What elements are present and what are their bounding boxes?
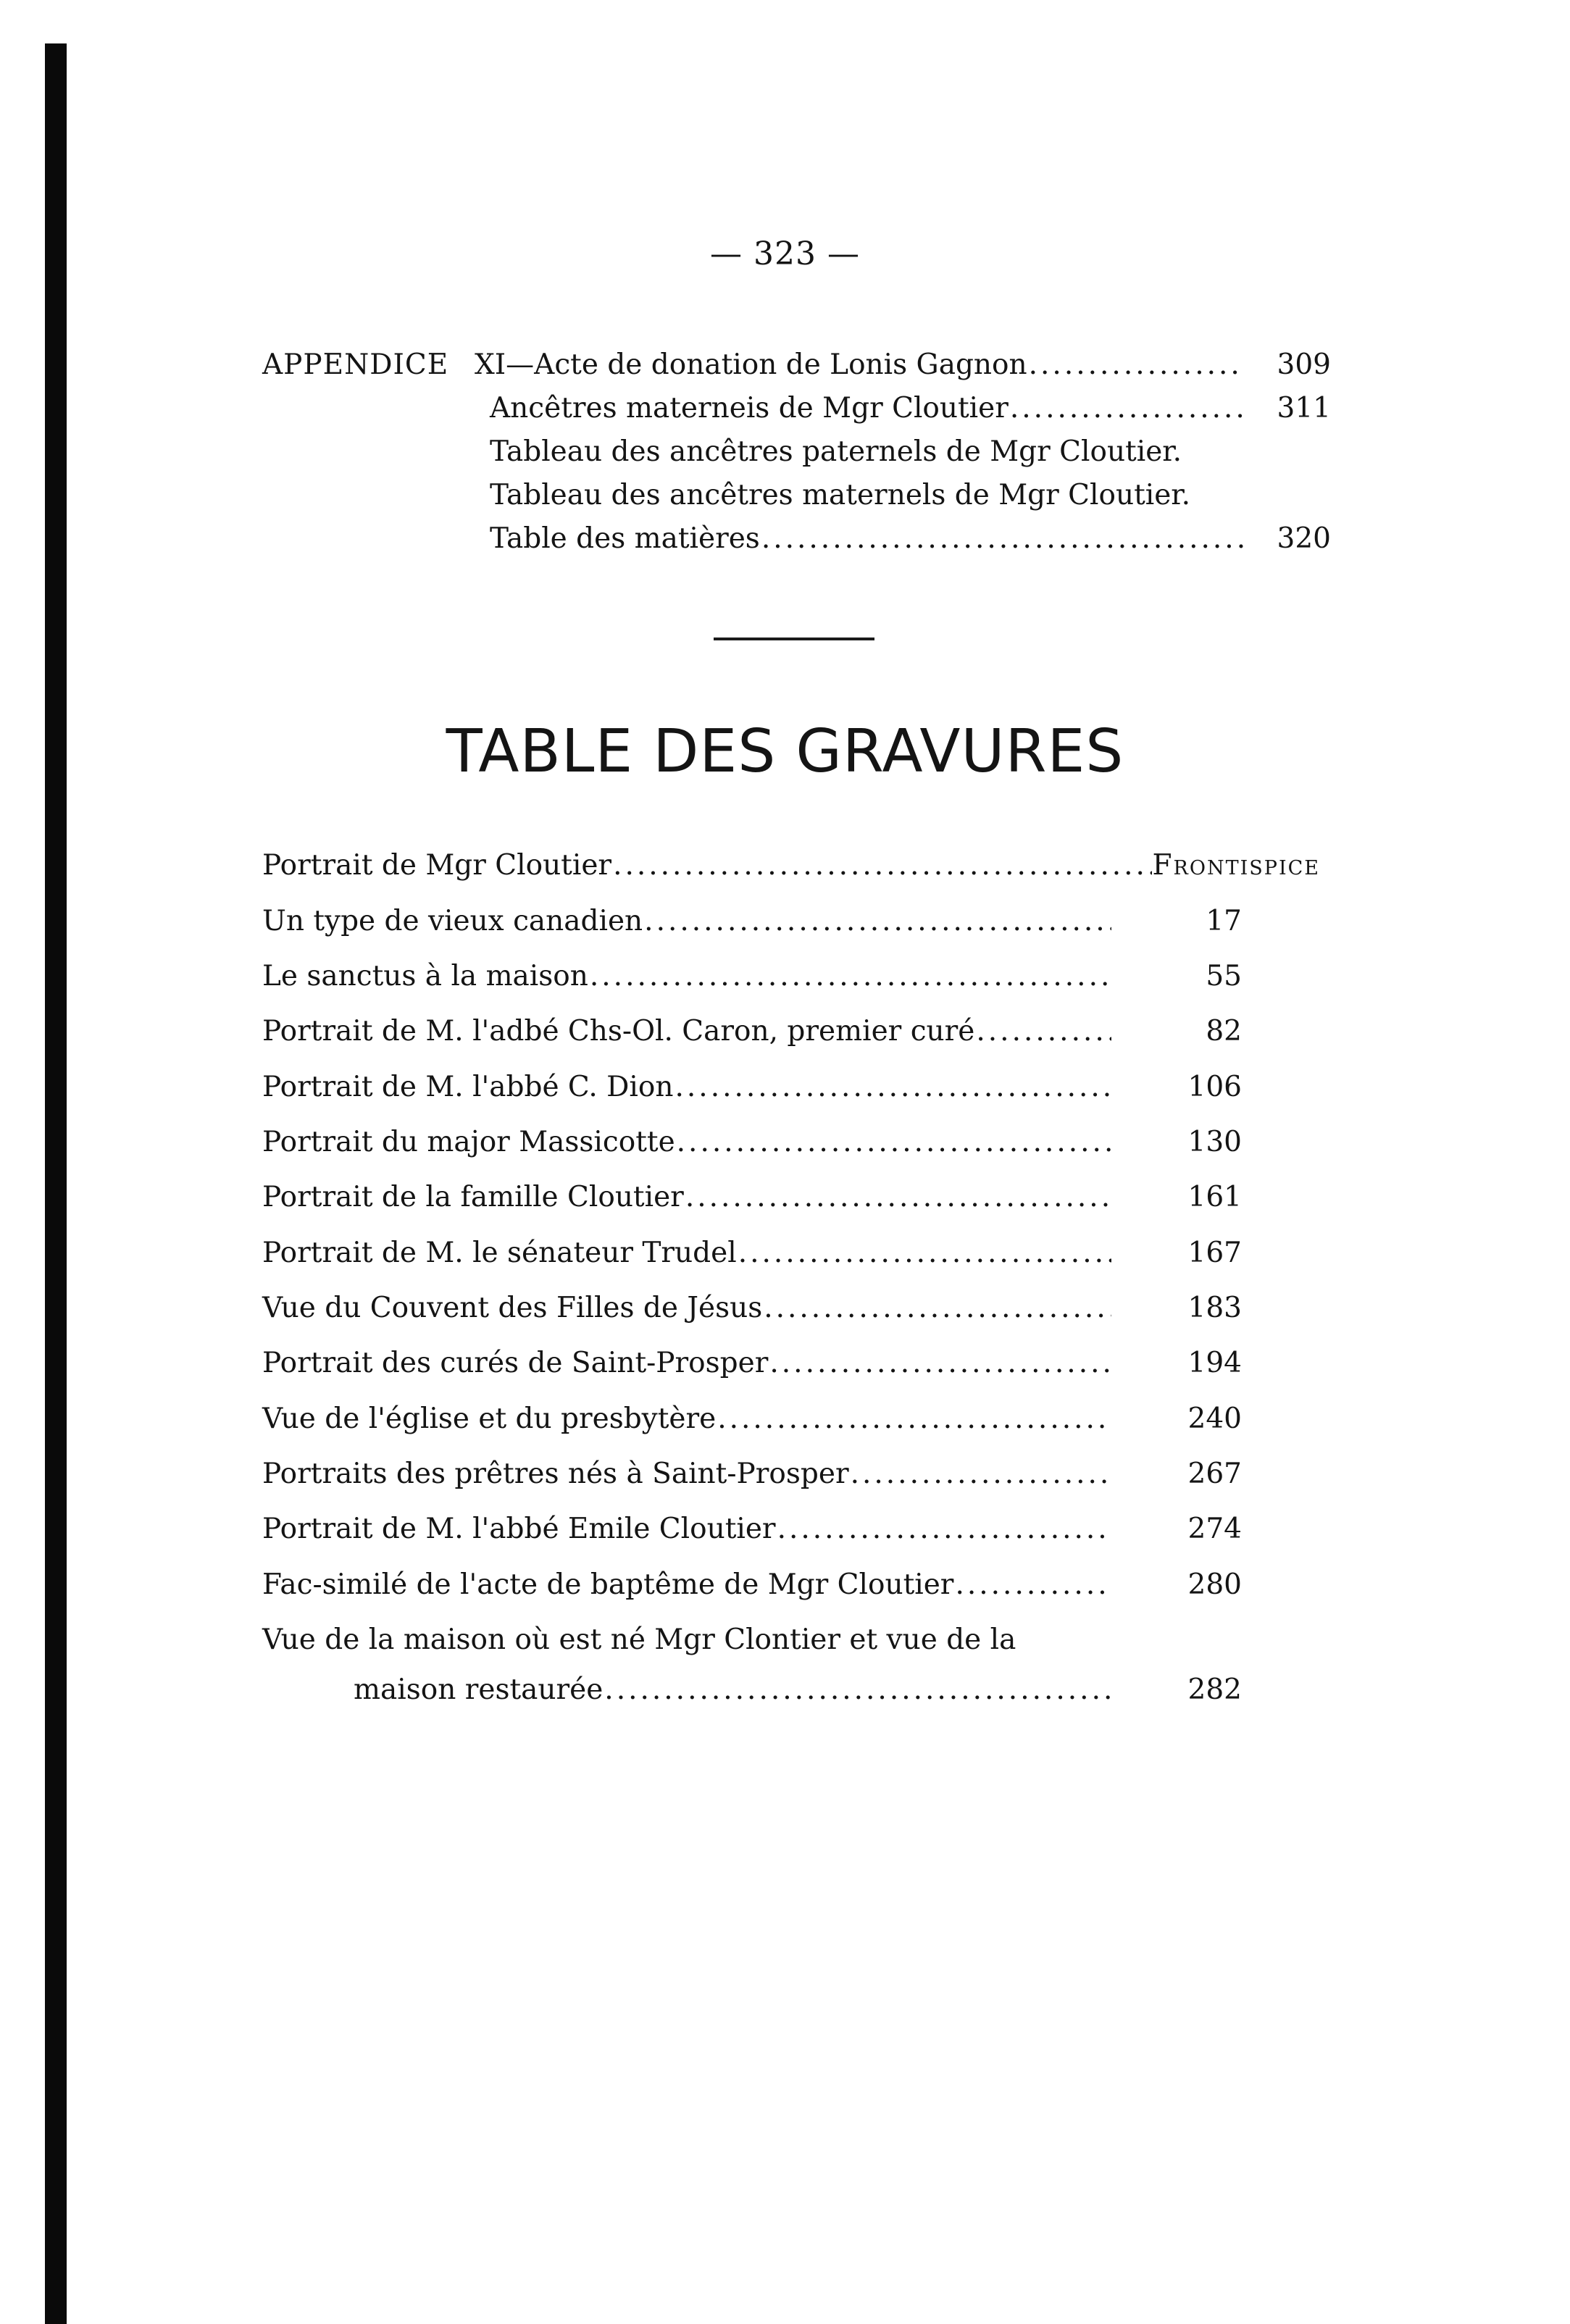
entry-title: Portrait de M. l'abbé C. Dion xyxy=(262,1071,674,1103)
entry-title: Portrait de la famille Cloutier xyxy=(262,1181,684,1213)
appendix-label: APPENDICE xyxy=(262,348,449,381)
entry-title: Table des matières xyxy=(490,522,760,555)
leader-dots xyxy=(1029,348,1244,381)
gravure-entry xyxy=(262,960,1242,992)
entry-page: Frontispice xyxy=(1152,849,1320,882)
gravure-entry xyxy=(262,1292,1242,1324)
entry-title: Portrait de M. l'adbé Chs-Ol. Caron, premier curé xyxy=(262,1015,975,1048)
entry-page: 240 xyxy=(1187,1403,1242,1435)
entry-page: 282 xyxy=(1187,1673,1242,1706)
gravure-entry xyxy=(262,849,1320,882)
leader-dots xyxy=(777,1513,1111,1545)
appendix-entry xyxy=(490,435,1182,468)
leader-dots xyxy=(675,1071,1112,1103)
leader-dots xyxy=(590,960,1111,992)
leader-dots xyxy=(685,1181,1111,1213)
entry-page: 82 xyxy=(1206,1015,1242,1048)
gravure-entry xyxy=(262,1237,1242,1269)
entry-page: 267 xyxy=(1187,1458,1242,1490)
gravure-entry xyxy=(262,905,1242,937)
appendix-entry xyxy=(475,348,1331,381)
leader-dots xyxy=(769,1347,1111,1379)
entry-title: Tableau des ancêtres maternels de Mgr Cloutier. xyxy=(490,479,1191,511)
entry-title: Le sanctus à la maison xyxy=(262,960,588,992)
entry-page: 167 xyxy=(1187,1237,1242,1269)
gravure-entry xyxy=(262,1513,1242,1545)
page-binding-edge xyxy=(45,43,67,2324)
leader-dots xyxy=(764,1292,1111,1324)
entry-title: Un type de vieux canadien xyxy=(262,905,643,937)
leader-dots xyxy=(851,1458,1111,1490)
gravure-entry xyxy=(262,1126,1242,1158)
entry-page: 17 xyxy=(1206,905,1242,937)
entry-title: Fac-similé de l'acte de baptême de Mgr Cloutier xyxy=(262,1568,954,1601)
appendix-entry xyxy=(490,479,1190,511)
entry-title: Portrait du major Massicotte xyxy=(262,1126,675,1158)
entry-page: 106 xyxy=(1187,1071,1242,1103)
entry-title: Portrait de Mgr Cloutier xyxy=(262,849,612,882)
entry-title: Ancêtres materneis de Mgr Cloutier xyxy=(490,392,1009,425)
gravure-entry xyxy=(262,1015,1242,1048)
entry-page: 55 xyxy=(1206,960,1242,992)
appendix-entry xyxy=(490,392,1331,425)
leader-dots xyxy=(955,1568,1111,1601)
entry-title: Vue du Couvent des Filles de Jésus xyxy=(262,1292,763,1324)
appendix-entry xyxy=(490,522,1331,555)
section-title: TABLE DES GRAVURES xyxy=(446,717,1124,786)
gravure-entry xyxy=(262,1181,1242,1213)
entry-title: Portrait des curés de Saint-Prosper xyxy=(262,1347,769,1379)
gravure-entry xyxy=(262,1568,1242,1601)
entry-page: 280 xyxy=(1187,1568,1242,1601)
leader-dots xyxy=(717,1403,1111,1435)
entry-title: Portrait de M. l'abbé Emile Cloutier xyxy=(262,1513,776,1545)
entry-title-continuation: maison restaurée xyxy=(354,1673,604,1706)
entry-page: 130 xyxy=(1187,1126,1242,1158)
leader-dots xyxy=(644,905,1111,937)
gravure-entry xyxy=(262,1458,1242,1490)
leader-dots xyxy=(761,522,1244,555)
gravure-entry xyxy=(262,1403,1242,1435)
gravure-entry xyxy=(262,1347,1242,1379)
leader-dots xyxy=(976,1015,1111,1048)
leader-dots xyxy=(613,849,1152,882)
entry-title: Vue de l'église et du presbytère xyxy=(262,1403,717,1435)
gravure-entry-first-line: Vue de la maison où est né Mgr Clontier et vue de la xyxy=(262,1623,1016,1656)
entry-title: Portrait de M. le sénateur Trudel xyxy=(262,1237,737,1269)
entry-page: 183 xyxy=(1187,1292,1242,1324)
gravure-entry xyxy=(262,1071,1242,1103)
entry-page: 309 xyxy=(1277,348,1331,381)
entry-title: Tableau des ancêtres paternels de Mgr Cloutier. xyxy=(490,435,1182,468)
page-number: — 323 — xyxy=(710,235,860,272)
leader-dots xyxy=(1010,392,1244,425)
leader-dots xyxy=(738,1237,1111,1269)
entry-page: 311 xyxy=(1277,392,1331,425)
entry-title: Portraits des prêtres nés à Saint-Prosper xyxy=(262,1458,849,1490)
section-divider xyxy=(714,638,874,640)
entry-title: XI—Acte de donation de Lonis Gagnon xyxy=(475,348,1027,381)
entry-page: 320 xyxy=(1277,522,1331,555)
gravure-entry xyxy=(354,1673,1242,1706)
entry-page: 161 xyxy=(1187,1181,1242,1213)
entry-page: 194 xyxy=(1187,1347,1242,1379)
leader-dots xyxy=(677,1126,1111,1158)
entry-page: 274 xyxy=(1187,1513,1242,1545)
leader-dots xyxy=(604,1673,1111,1706)
